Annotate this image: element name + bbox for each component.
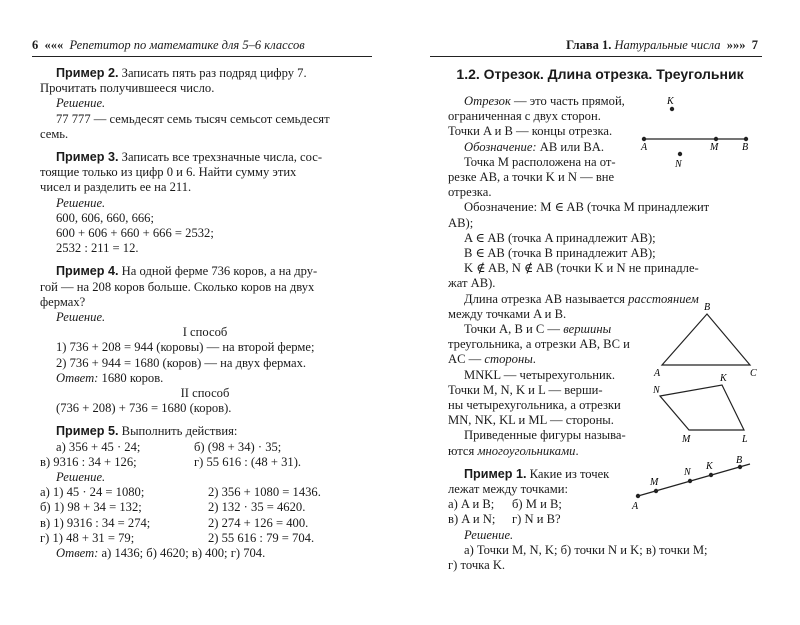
text: в) 1) 9316 : 34 = 274; <box>40 515 151 530</box>
text: 2) 55 616 : 79 = 704. <box>208 530 315 545</box>
point-k <box>709 473 713 477</box>
text: AB); <box>448 215 474 230</box>
text: MNKL — четырехугольник. <box>464 367 615 382</box>
text: AC — <box>448 352 485 367</box>
label-b: B <box>736 456 743 466</box>
term: Отрезок <box>464 94 511 108</box>
header-ornament: »»» <box>723 38 749 52</box>
text: г) 55 616 : (48 + 31). <box>194 454 302 469</box>
solution-row <box>40 531 370 546</box>
chapter-label: Глава 1. <box>566 38 612 52</box>
text: в) 9316 : 34 + 126; <box>40 454 137 469</box>
text: Длина отрезка AB называется <box>464 291 629 306</box>
task-row <box>40 455 370 470</box>
text: а) Точки M, N, K; б) точки N и K; в) точки M; <box>464 542 708 557</box>
text: Какие из точек <box>526 466 610 481</box>
right-header <box>566 38 758 53</box>
text: (736 + 208) + 736 = 1680 (коров). <box>56 401 232 416</box>
text: лежат между точками: <box>448 482 568 497</box>
page-number: 7 <box>751 38 758 52</box>
text: Выполнить действия: <box>121 424 238 439</box>
left-column <box>40 66 370 561</box>
text: Записать пять раз подряд цифру 7. <box>121 66 307 80</box>
text: 1680 коров. <box>98 370 164 385</box>
text: тоящие только из цифр 0 и 6. Найти сумму этих <box>40 165 297 180</box>
text: между точками A и B. <box>448 306 567 321</box>
text: 2532 : 211 = 12. <box>56 241 139 256</box>
solution-label: Решение. <box>464 527 514 542</box>
text: Приведенные фигуры называ- <box>464 428 626 443</box>
label-b: B <box>742 142 749 153</box>
text: 2) 274 + 126 = 400. <box>208 515 309 530</box>
task-row <box>40 440 370 455</box>
example-title: Пример 5. <box>56 424 119 439</box>
text: Записать все трехзначные числа, сос- <box>121 150 323 165</box>
header-rule <box>430 56 762 57</box>
chapter-title: Натуральные числа <box>614 38 721 52</box>
text: жат AB). <box>448 276 496 291</box>
text: B ∈ AB (точка B принадлежит AB); <box>464 246 656 261</box>
text: . <box>575 443 579 458</box>
label-b: B <box>704 302 711 313</box>
point-n <box>678 152 682 156</box>
method-label: I способ <box>182 325 228 340</box>
label-c: C <box>750 368 757 379</box>
text: Точки M, N, K и L — верши- <box>448 382 603 397</box>
example-4 <box>40 264 370 279</box>
example-5 <box>40 424 370 439</box>
point-a <box>636 494 640 498</box>
text: 1) 736 + 208 = 944 (коровы) — на второй ферме; <box>56 340 315 355</box>
left-header <box>32 38 305 53</box>
text: а) 1436; б) 4620; в) 400; г) 704. <box>98 546 266 561</box>
answer-label: Ответ: <box>56 546 99 561</box>
page-number: 6 <box>32 38 39 52</box>
answer-label: Ответ: <box>56 370 99 385</box>
running-title: Репетитор по математике для 5–6 классов <box>69 38 305 52</box>
answer <box>40 371 370 386</box>
text: б) 1) 98 + 34 = 132; <box>40 500 142 515</box>
solution-label: Решение. <box>56 470 106 485</box>
text: K ∉ AB, N ∉ AB (точки K и N не принадле- <box>464 261 699 276</box>
header-ornament: ««« <box>41 38 67 52</box>
label-k: K <box>706 461 713 472</box>
text: а) 356 + 45 · 24; <box>56 439 141 454</box>
quadrilateral-figure <box>652 372 772 444</box>
term: стороны <box>484 352 533 367</box>
term: многоугольниками <box>477 443 576 458</box>
solution-label: Решение. <box>56 96 106 111</box>
label-k: K <box>667 96 674 107</box>
text: 2) 132 · 35 = 4620. <box>208 500 306 515</box>
text: — это часть прямой, <box>510 94 625 108</box>
text: 2) 356 + 1080 = 1436. <box>208 485 321 500</box>
text: Обозначение: M ∈ AB (точка M принадлежит <box>464 200 710 215</box>
point-k <box>670 107 674 111</box>
text: 2) 736 + 944 = 1680 (коров) — на двух фермах. <box>56 355 307 370</box>
example-3 <box>40 150 370 165</box>
text: 600 + 606 + 660 + 666 = 2532; <box>56 226 214 241</box>
solution-label: Решение. <box>56 195 106 210</box>
text: отрезка. <box>448 185 492 200</box>
solution-label: Решение. <box>56 310 106 325</box>
text: а) A и B; <box>448 497 495 512</box>
text: фермах? <box>40 294 86 309</box>
text: ограниченная с двух сторон. <box>448 109 601 124</box>
point-n <box>688 479 692 483</box>
label-l: L <box>742 434 748 444</box>
text: б) M и B; <box>512 497 562 512</box>
points-line-figure <box>628 456 758 516</box>
text: AB или BA. <box>536 139 604 154</box>
triangle-figure <box>650 300 770 380</box>
text: Точки A, B и C — <box>464 322 564 337</box>
term: вершины <box>563 322 612 337</box>
right-page <box>400 0 800 625</box>
text: Точка M расположена на от- <box>464 154 616 169</box>
quadrilateral-mnkl <box>660 385 744 430</box>
label-m: M <box>682 434 691 444</box>
text: г) N и B? <box>512 512 561 527</box>
solution-row <box>40 516 370 531</box>
example-title: Пример 3. <box>56 150 119 165</box>
solution-row <box>40 485 370 500</box>
text: ются <box>448 443 478 458</box>
text: в) A и N; <box>448 512 496 527</box>
text: 77 777 — семьдесят семь тысяч семьсот семьдесят <box>56 111 330 126</box>
label-n: N <box>653 385 660 396</box>
text: . <box>532 352 536 367</box>
term: расстоянием <box>628 291 699 306</box>
text: г) 1) 48 + 31 = 79; <box>40 530 135 545</box>
label-m: M <box>650 477 659 488</box>
label-a: A <box>641 142 648 153</box>
text: чисел и разделить ее на 211. <box>40 180 192 195</box>
text: ны четырехугольника, а отрезки <box>448 398 621 413</box>
text: На одной ферме 736 коров, а на дру- <box>121 264 318 279</box>
example-title: Пример 2. <box>56 66 119 80</box>
label-n: N <box>684 467 691 478</box>
point-m <box>714 137 718 141</box>
example-title: Пример 1. <box>464 466 527 481</box>
example-title: Пример 4. <box>56 264 119 279</box>
term: Обозначение: <box>464 139 537 154</box>
text: гой — на 208 коров больше. Сколько коров на двух <box>40 279 315 294</box>
header-rule <box>32 56 372 57</box>
section-title: 1.2. Отрезок. Длина отрезка. Треугольник <box>456 66 744 82</box>
text: Точки A и B — концы отрезка. <box>448 124 613 139</box>
text: Прочитать получившееся число. <box>40 81 215 96</box>
text: треугольника, а отрезки AB, BC и <box>448 337 630 352</box>
text: A ∈ AB (точка A принадлежит AB); <box>464 230 656 245</box>
label-a: A <box>654 368 661 379</box>
text: 600, 606, 660, 666; <box>56 210 154 225</box>
solution-row <box>40 500 370 515</box>
example-2 <box>40 66 370 81</box>
triangle-abc <box>662 314 750 365</box>
label-a: A <box>632 501 639 512</box>
segment-figure <box>638 92 758 172</box>
point-m <box>654 489 658 493</box>
text: резке AB, а точки K и N — вне <box>448 170 615 185</box>
text: б) (98 + 34) · 35; <box>194 439 282 454</box>
point-b <box>744 137 748 141</box>
method-label: II способ <box>180 386 230 401</box>
answer <box>40 546 370 561</box>
text: г) точка K. <box>448 558 506 573</box>
text: семь. <box>40 126 69 141</box>
label-k: K <box>720 373 727 384</box>
label-n: N <box>675 159 682 170</box>
point-a <box>642 137 646 141</box>
label-m: M <box>710 142 719 153</box>
text: а) 1) 45 · 24 = 1080; <box>40 485 145 500</box>
text: MN, NK, KL и ML — стороны. <box>448 413 614 428</box>
